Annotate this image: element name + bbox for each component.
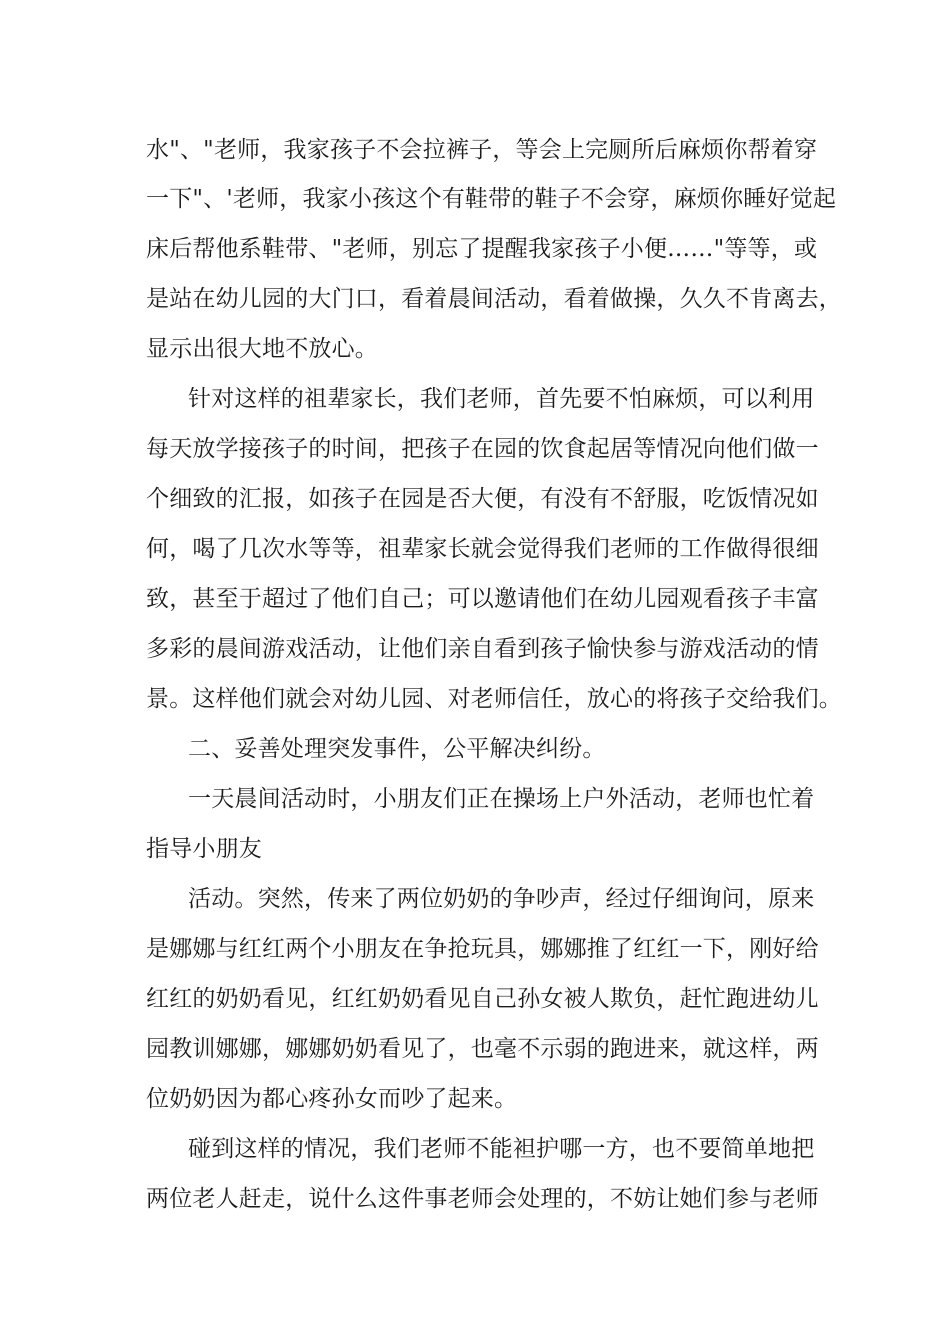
text-line: 致，甚至于超过了他们自己；可以邀请他们在幼儿园观看孩子丰富 <box>146 586 819 612</box>
text-line: 一下"、'老师，我家小孩这个有鞋带的鞋子不会穿，麻烦你睡好觉起 <box>146 186 837 212</box>
text-line: 多彩的晨间游戏活动，让他们亲自看到孩子愉快参与游戏活动的情 <box>146 636 819 662</box>
text-line: 是娜娜与红红两个小朋友在争抢玩具，娜娜推了红红一下，刚好给 <box>146 936 819 962</box>
paragraph-start-line: 活动。突然，传来了两位奶奶的争吵声，经过仔细询问，原来 <box>188 886 815 912</box>
text-line: 显示出很大地不放心。 <box>146 336 378 362</box>
paragraph-start-line: 一天晨间活动时，小朋友们正在操场上户外活动，老师也忙着 <box>188 786 815 812</box>
text-line: 个细致的汇报，如孩子在园是否大便，有没有不舒服，吃饭情况如 <box>146 486 819 512</box>
text-line: 何，喝了几次水等等，祖辈家长就会觉得我们老师的工作做得很细 <box>146 536 819 562</box>
text-line: 水"、"老师，我家孩子不会拉裤子，等会上完厕所后麻烦你帮着穿 <box>146 137 818 163</box>
text-line: 床后帮他系鞋带、"老师，别忘了提醒我家孩子小便……"等等，或 <box>146 236 818 262</box>
text-line: 红红的奶奶看见，红红奶奶看见自己孙女被人欺负，赶忙跑进幼儿 <box>146 986 819 1012</box>
paragraph-start-line: 针对这样的祖辈家长，我们老师，首先要不怕麻烦，可以利用 <box>188 386 815 412</box>
text-line: 景。这样他们就会对幼儿园、对老师信任，放心的将孩子交给我们。 <box>146 686 842 712</box>
text-line: 每天放学接孩子的时间，把孩子在园的饮食起居等情况向他们做一 <box>146 436 819 462</box>
text-line: 是站在幼儿园的大门口，看着晨间活动，看着做操，久久不肯离去， <box>146 286 842 312</box>
text-line: 园教训娜娜，娜娜奶奶看见了，也毫不示弱的跑进来，就这样，两 <box>146 1036 819 1062</box>
text-line: 位奶奶因为都心疼孙女而吵了起来。 <box>146 1086 518 1112</box>
section-heading: 二、妥善处理突发事件，公平解决纠纷。 <box>188 736 606 762</box>
text-line: 指导小朋友 <box>146 836 262 862</box>
text-line: 两位老人赶走，说什么这件事老师会处理的，不妨让她们参与老师 <box>146 1186 819 1212</box>
paragraph-start-line: 碰到这样的情况，我们老师不能袒护哪一方，也不要简单地把 <box>188 1136 815 1162</box>
